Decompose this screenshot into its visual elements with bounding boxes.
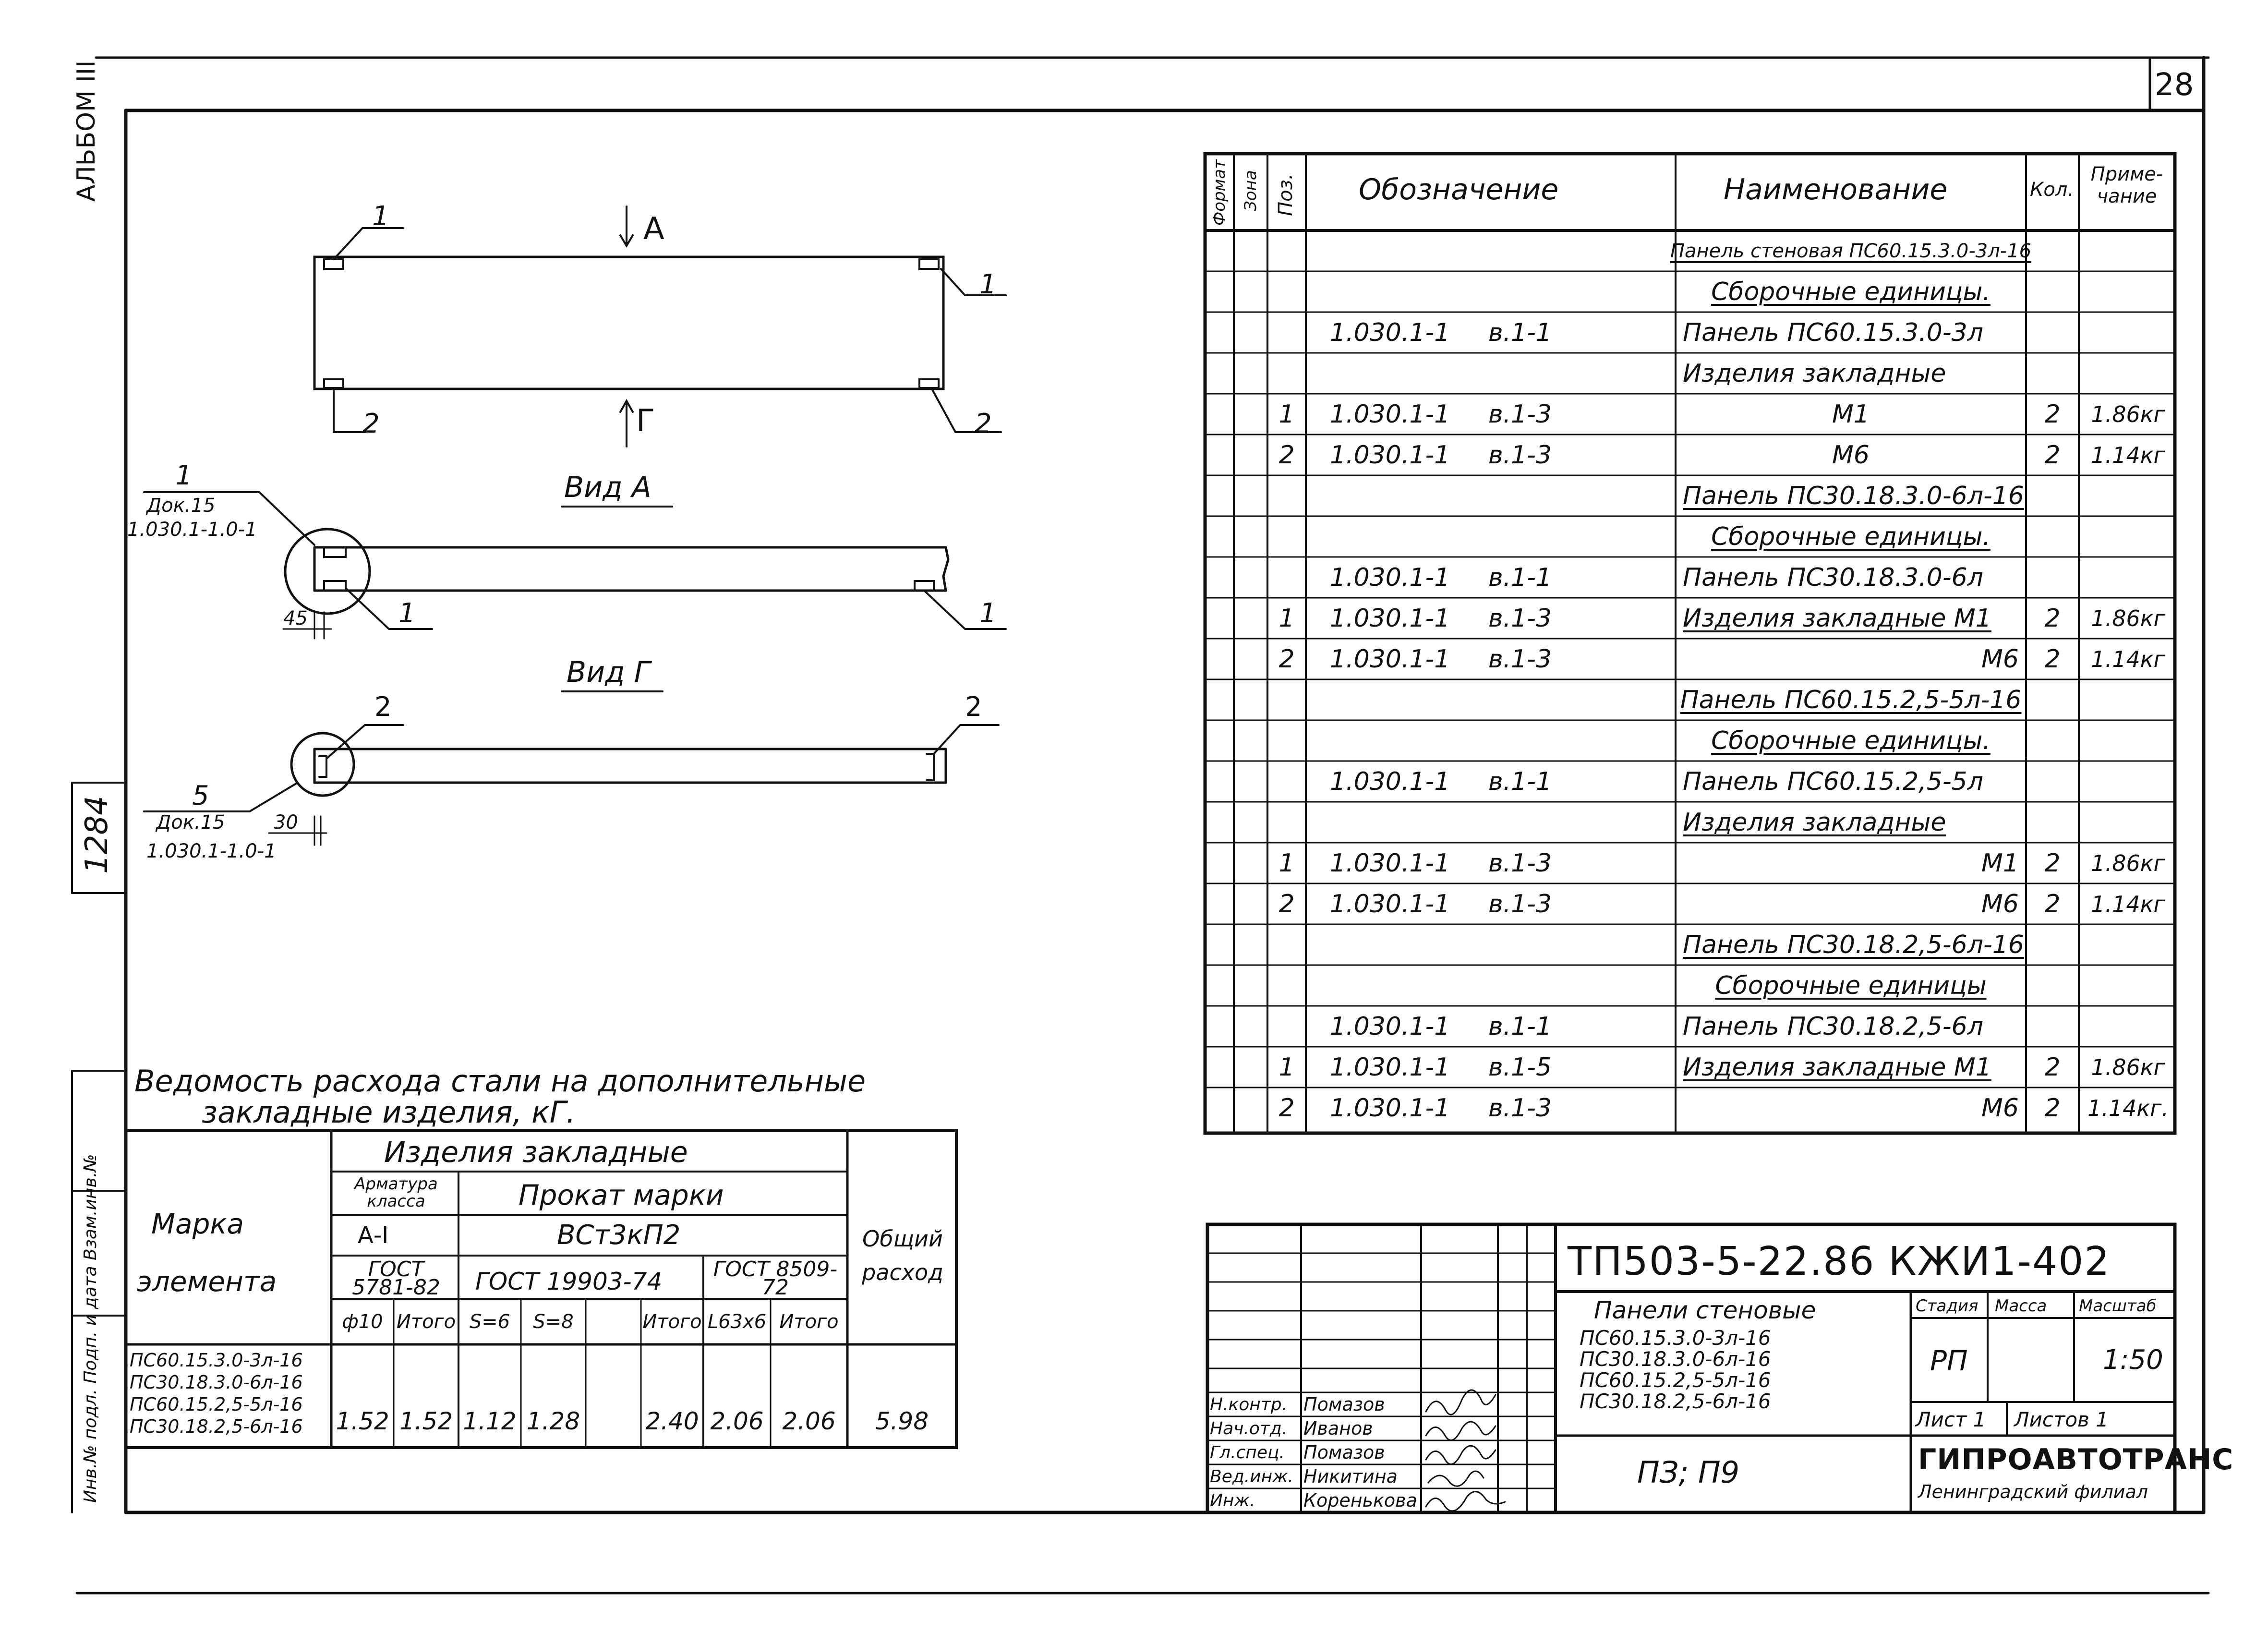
document-code: ТП503-5-22.86 КЖИ1-402 bbox=[1568, 1239, 2111, 1284]
spec-row-designation-sheet: в.1-3 bbox=[1488, 848, 1552, 878]
spec-row-note: 1.86кг bbox=[2091, 1054, 2165, 1080]
spec-row-pos bbox=[1267, 271, 1306, 312]
spec-row-designation-sheet bbox=[1488, 679, 1608, 720]
steel-header-gost1: ГОСТ 5781-82 bbox=[352, 1257, 440, 1300]
spec-row-designation: 1.030.1-1 bbox=[1330, 563, 1450, 592]
steel-element-list bbox=[130, 1349, 326, 1438]
arrow-g-label: Г bbox=[636, 403, 655, 439]
spec-row-qty: 2 bbox=[2044, 604, 2061, 633]
steel-table-title-line1: Ведомость расхода стали на дополнительные bbox=[134, 1064, 866, 1099]
spec-row-designation-sheet bbox=[1488, 271, 1608, 312]
spec-row-pos bbox=[1267, 1006, 1306, 1047]
steel-col-header: S=8 bbox=[533, 1310, 574, 1333]
spec-row-qty bbox=[2026, 353, 2079, 394]
spec-row-note: 1.14кг bbox=[2091, 891, 2165, 917]
spec-row-name: Панель ПС60.15.3.0-3л bbox=[1683, 318, 1983, 347]
view-a-callout-pos: 1 bbox=[175, 460, 193, 491]
steel-col-header: L63х6 bbox=[707, 1310, 767, 1333]
tb-sheets: Листов 1 bbox=[2014, 1408, 2109, 1431]
view-g-label-2-left: 2 bbox=[374, 691, 392, 723]
spec-row-name: Сборочные единицы. bbox=[1711, 522, 1991, 551]
spec-row-qty: 2 bbox=[2044, 399, 2061, 429]
spec-row-pos: 2 bbox=[1279, 644, 1295, 674]
spec-row-pos bbox=[1267, 720, 1306, 761]
steel-col-header: S=6 bbox=[469, 1310, 510, 1333]
spec-row-pos bbox=[1267, 516, 1306, 557]
spec-row-qty bbox=[2026, 230, 2079, 271]
tb-description-title: Панели стеновые bbox=[1594, 1296, 1816, 1324]
spec-row-name: Сборочные единицы. bbox=[1711, 726, 1991, 755]
spec-row-note bbox=[2081, 802, 2175, 843]
plan-label-pos2-bottom-left: 2 bbox=[362, 408, 380, 439]
spec-row-designation-sheet bbox=[1488, 516, 1608, 557]
steel-header-items: Изделия закладные bbox=[384, 1136, 688, 1169]
steel-element-mark: ПС60.15.2,5-5л-16 bbox=[130, 1394, 303, 1415]
steel-header-gost3: ГОСТ 8509-72 bbox=[713, 1257, 838, 1300]
spec-row-name: Изделия закладные М1 bbox=[1683, 1052, 1991, 1082]
tb-staff-name: Никитина bbox=[1303, 1466, 1398, 1487]
spec-row-note bbox=[2081, 679, 2175, 720]
spec-row-designation-sheet: в.1-3 bbox=[1488, 1093, 1552, 1123]
spec-row-designation bbox=[1330, 230, 1474, 271]
spec-row-designation bbox=[1330, 271, 1474, 312]
view-g-dim: 30 bbox=[274, 811, 298, 834]
steel-col-header: Итого bbox=[779, 1310, 839, 1333]
spec-row-qty: 2 bbox=[2044, 440, 2061, 470]
spec-row-name: М6 bbox=[1832, 440, 1870, 470]
spec-row-pos bbox=[1267, 761, 1306, 802]
spec-row-qty bbox=[2026, 924, 2079, 965]
spec-row-name: Панель ПС30.18.2,5-6л-16 bbox=[1683, 930, 2024, 959]
view-g-title: Вид Г bbox=[567, 655, 651, 689]
view-a-dim: 45 bbox=[283, 607, 308, 629]
spec-row-note bbox=[2081, 924, 2175, 965]
view-a-label-1-right: 1 bbox=[979, 598, 997, 629]
steel-value: 1.52 bbox=[399, 1407, 453, 1435]
steel-col-header bbox=[586, 1299, 641, 1344]
spec-row-designation: 1.030.1-1 bbox=[1330, 1052, 1450, 1082]
spec-row-designation: 1.030.1-1 bbox=[1330, 1012, 1450, 1041]
spec-row-qty bbox=[2026, 802, 2079, 843]
spec-row-designation bbox=[1330, 924, 1474, 965]
side-number: 1284 bbox=[79, 796, 115, 874]
spec-row-designation-sheet: в.1-5 bbox=[1488, 1052, 1552, 1082]
steel-table-title-line2: закладные изделия, кГ. bbox=[202, 1095, 576, 1130]
spec-row-designation-sheet: в.1-1 bbox=[1488, 563, 1552, 592]
spec-row-pos bbox=[1267, 924, 1306, 965]
spec-row-note: 1.86кг bbox=[2091, 605, 2165, 631]
spec-row-note: 1.86кг bbox=[2091, 401, 2165, 427]
spec-row-name: Панель ПС60.15.2,5-5л bbox=[1683, 767, 1983, 796]
side-album-label: АЛЬБОМ III bbox=[72, 60, 101, 202]
steel-header-armatura: Арматура класса bbox=[354, 1174, 438, 1211]
tb-header-stage: Стадия bbox=[1916, 1296, 1978, 1316]
spec-row-designation-sheet bbox=[1488, 353, 1608, 394]
steel-element-mark: ПС30.18.2,5-6л-16 bbox=[130, 1416, 303, 1437]
view-g-callout-pos: 5 bbox=[192, 780, 209, 811]
spec-row-pos bbox=[1267, 230, 1306, 271]
spec-row-note bbox=[2081, 720, 2175, 761]
spec-row-name: Сборочные единицы. bbox=[1711, 277, 1991, 306]
tb-stage: РП bbox=[1930, 1344, 1968, 1377]
tb-sheet: Лист 1 bbox=[1916, 1408, 1986, 1431]
spec-row-name: Панель стеновая ПС60.15.3.0-3л-16 bbox=[1670, 240, 2032, 262]
view-g-callout-doc: Док.15 bbox=[156, 811, 225, 834]
spec-row-name: Сборочные единицы bbox=[1715, 971, 1987, 1000]
spec-row-note bbox=[2081, 271, 2175, 312]
spec-row-designation: 1.030.1-1 bbox=[1330, 604, 1450, 633]
spec-row-designation-sheet: в.1-3 bbox=[1488, 644, 1552, 674]
spec-row-qty bbox=[2026, 965, 2079, 1006]
steel-value: 2.40 bbox=[645, 1407, 699, 1435]
spec-row-pos: 2 bbox=[1279, 1093, 1295, 1123]
view-g-callout-ref: 1.030.1-1.0-1 bbox=[146, 840, 277, 862]
steel-element-mark: ПС60.15.3.0-3л-16 bbox=[130, 1350, 303, 1371]
spec-row-qty: 2 bbox=[2044, 889, 2061, 919]
spec-row-designation-sheet bbox=[1488, 802, 1608, 843]
view-a-label-1-center: 1 bbox=[398, 598, 416, 629]
tb-description-items bbox=[1580, 1328, 1771, 1412]
steel-col-header: Итого bbox=[642, 1310, 702, 1333]
spec-row-note bbox=[2081, 230, 2175, 271]
view-a-title: Вид А bbox=[564, 471, 651, 504]
tb-staff-role: Вед.инж. bbox=[1210, 1466, 1293, 1487]
spec-row-designation bbox=[1330, 965, 1474, 1006]
steel-value: 1.52 bbox=[336, 1407, 389, 1435]
page-number: 28 bbox=[2155, 67, 2194, 103]
tb-description-item: ПС30.18.2,5-6л-16 bbox=[1580, 1390, 1771, 1413]
steel-value: 2.06 bbox=[782, 1407, 836, 1435]
spec-row-note bbox=[2081, 475, 2175, 516]
spec-row-qty bbox=[2026, 761, 2079, 802]
spec-row-designation bbox=[1330, 679, 1474, 720]
spec-row-name: Панель ПС30.18.3.0-6л bbox=[1683, 563, 1983, 592]
spec-row-name: Изделия закладные bbox=[1683, 359, 1946, 388]
spec-row-designation: 1.030.1-1 bbox=[1330, 399, 1450, 429]
spec-row-qty bbox=[2026, 1006, 2079, 1047]
steel-value: 1.28 bbox=[526, 1407, 580, 1435]
spec-row-qty bbox=[2026, 679, 2079, 720]
spec-row-qty bbox=[2026, 557, 2079, 598]
steel-header-total: Общий расход bbox=[862, 1226, 943, 1285]
steel-header-element: элемента bbox=[137, 1265, 277, 1298]
spec-row-qty bbox=[2026, 516, 2079, 557]
spec-row-name: Изделия закладные М1 bbox=[1683, 604, 1991, 633]
spec-row-pos: 2 bbox=[1279, 889, 1295, 919]
spec-row-designation-sheet: в.1-3 bbox=[1488, 604, 1552, 633]
spec-row-pos bbox=[1267, 353, 1306, 394]
spec-row-qty: 2 bbox=[2044, 1093, 2061, 1123]
tb-pz: ПЗ; П9 bbox=[1637, 1455, 1740, 1490]
plan-label-pos2-bottom-right: 2 bbox=[975, 408, 992, 439]
spec-row-note: 1.14кг bbox=[2091, 442, 2165, 468]
spec-row-pos bbox=[1267, 557, 1306, 598]
spec-header-name: Наименование bbox=[1724, 173, 1948, 206]
spec-row-note bbox=[2081, 761, 2175, 802]
tb-staff-role: Нач.отд. bbox=[1210, 1418, 1288, 1438]
spec-row-note: 1.14кг. bbox=[2087, 1095, 2169, 1121]
spec-row-designation-sheet: в.1-3 bbox=[1488, 889, 1552, 919]
side-stamp: Инв.№ подл. Подп. и дата Взам.инв.№ bbox=[81, 1154, 100, 1503]
spec-row-designation: 1.030.1-1 bbox=[1330, 889, 1450, 919]
steel-col-header: Итого bbox=[396, 1310, 456, 1333]
view-g-label-2-right: 2 bbox=[965, 691, 982, 723]
spec-row-designation-sheet bbox=[1488, 475, 1608, 516]
view-a-callout-doc: Док.15 bbox=[146, 495, 216, 517]
tb-header-mass: Масса bbox=[1995, 1296, 2047, 1316]
spec-header-note: Приме- чание bbox=[2090, 163, 2163, 207]
tb-staff-name: Помазов bbox=[1303, 1394, 1385, 1415]
spec-row-name: Панель ПС30.18.3.0-6л-16 bbox=[1683, 481, 2024, 510]
spec-row-designation-sheet: в.1-1 bbox=[1488, 767, 1552, 796]
spec-row-designation bbox=[1330, 475, 1474, 516]
spec-row-pos bbox=[1267, 802, 1306, 843]
spec-row-designation: 1.030.1-1 bbox=[1330, 1093, 1450, 1123]
steel-header-ai: А-I bbox=[358, 1222, 389, 1249]
spec-row-pos: 1 bbox=[1279, 604, 1295, 633]
spec-row-note bbox=[2081, 516, 2175, 557]
spec-row-name: М6 bbox=[1981, 1093, 2019, 1123]
spec-row-qty: 2 bbox=[2044, 1052, 2061, 1082]
tb-organization: ГИПРОАВТОТРАНС bbox=[1918, 1443, 2234, 1476]
spec-row-note bbox=[2081, 353, 2175, 394]
tb-description-item: ПС60.15.3.0-3л-16 bbox=[1580, 1326, 1771, 1350]
spec-row-qty: 2 bbox=[2044, 644, 2061, 674]
spec-header-format: Формат bbox=[1210, 159, 1229, 226]
spec-row-designation: 1.030.1-1 bbox=[1330, 440, 1450, 470]
tb-staff-role: Н.контр. bbox=[1210, 1394, 1288, 1414]
spec-row-note bbox=[2081, 1006, 2175, 1047]
plan-label-pos1-top-right: 1 bbox=[979, 269, 997, 300]
steel-value bbox=[586, 1395, 641, 1448]
spec-row-designation: 1.030.1-1 bbox=[1330, 767, 1450, 796]
tb-header-scale: Масштаб bbox=[2079, 1296, 2157, 1316]
spec-row-pos: 2 bbox=[1279, 440, 1295, 470]
tb-staff-role: Гл.спец. bbox=[1210, 1442, 1285, 1463]
tb-description-item: ПС30.18.3.0-6л-16 bbox=[1580, 1347, 1771, 1371]
spec-row-name: М1 bbox=[1981, 848, 2019, 878]
spec-header-zone: Зона bbox=[1241, 170, 1260, 211]
spec-row-name: Изделия закладные bbox=[1683, 808, 1946, 837]
spec-row-pos: 1 bbox=[1279, 1052, 1295, 1082]
spec-row-designation-sheet: в.1-1 bbox=[1488, 318, 1552, 347]
tb-description-item: ПС60.15.2,5-5л-16 bbox=[1580, 1368, 1771, 1392]
spec-row-designation bbox=[1330, 353, 1474, 394]
spec-row-designation: 1.030.1-1 bbox=[1330, 644, 1450, 674]
tb-scale: 1:50 bbox=[2103, 1344, 2163, 1376]
spec-row-designation bbox=[1330, 516, 1474, 557]
spec-row-qty bbox=[2026, 475, 2079, 516]
tb-staff-name: Помазов bbox=[1303, 1442, 1385, 1463]
spec-row-name: Панель ПС60.15.2,5-5л-16 bbox=[1680, 685, 2022, 714]
steel-value: 2.06 bbox=[710, 1407, 764, 1435]
spec-row-qty bbox=[2026, 271, 2079, 312]
spec-row-note: 1.14кг bbox=[2091, 646, 2165, 672]
spec-header-designation: Обозначение bbox=[1359, 173, 1559, 206]
steel-value: 1.12 bbox=[463, 1407, 517, 1435]
spec-row-pos bbox=[1267, 965, 1306, 1006]
arrow-a-label: А bbox=[643, 211, 664, 247]
spec-row-designation-sheet bbox=[1488, 720, 1608, 761]
steel-element-mark: ПС30.18.3.0-6л-16 bbox=[130, 1372, 303, 1393]
spec-row-pos bbox=[1267, 679, 1306, 720]
spec-row-pos: 1 bbox=[1279, 848, 1295, 878]
spec-row-designation: 1.030.1-1 bbox=[1330, 848, 1450, 878]
steel-header-gost2: ГОСТ 19903-74 bbox=[475, 1268, 663, 1295]
tb-branch: Ленинградский филиал bbox=[1918, 1481, 2148, 1502]
view-a-callout-ref: 1.030.1-1.0-1 bbox=[127, 519, 257, 541]
spec-row-designation-sheet: в.1-3 bbox=[1488, 440, 1552, 470]
spec-row-designation bbox=[1330, 720, 1474, 761]
spec-row-qty: 2 bbox=[2044, 848, 2061, 878]
spec-header-pos: Поз. bbox=[1275, 173, 1297, 216]
steel-header-marka: Марка bbox=[151, 1208, 244, 1240]
steel-header-prokat: Прокат марки bbox=[519, 1179, 724, 1211]
spec-row-designation bbox=[1330, 802, 1474, 843]
spec-row-designation-sheet bbox=[1488, 965, 1608, 1006]
steel-value: 5.98 bbox=[875, 1407, 929, 1435]
spec-row-pos bbox=[1267, 475, 1306, 516]
spec-row-name: М6 bbox=[1981, 889, 2019, 919]
tb-staff-name: Иванов bbox=[1303, 1418, 1373, 1439]
spec-row-note bbox=[2081, 965, 2175, 1006]
spec-row-name: М1 bbox=[1832, 399, 1870, 429]
spec-row-note bbox=[2081, 312, 2175, 353]
plan-label-pos1-top-left: 1 bbox=[372, 201, 389, 232]
spec-row-qty bbox=[2026, 720, 2079, 761]
spec-row-designation-sheet bbox=[1488, 924, 1608, 965]
steel-header-vst: ВСт3кП2 bbox=[557, 1220, 681, 1251]
tb-staff-name: Коренькова bbox=[1303, 1490, 1417, 1511]
spec-row-pos bbox=[1267, 312, 1306, 353]
spec-row-designation-sheet bbox=[1488, 230, 1608, 271]
spec-row-note: 1.86кг bbox=[2091, 850, 2165, 876]
spec-header-qty: Кол. bbox=[2030, 179, 2074, 201]
spec-row-designation-sheet: в.1-1 bbox=[1488, 1012, 1552, 1041]
spec-row-qty bbox=[2026, 312, 2079, 353]
spec-row-designation: 1.030.1-1 bbox=[1330, 318, 1450, 347]
tb-staff-role: Инж. bbox=[1210, 1490, 1255, 1511]
spec-row-name: М6 bbox=[1981, 644, 2019, 674]
steel-col-header: ф10 bbox=[342, 1310, 383, 1333]
spec-row-pos: 1 bbox=[1279, 399, 1295, 429]
spec-row-name: Панель ПС30.18.2,5-6л bbox=[1683, 1012, 1983, 1041]
spec-row-designation-sheet: в.1-3 bbox=[1488, 399, 1552, 429]
spec-row-note bbox=[2081, 557, 2175, 598]
